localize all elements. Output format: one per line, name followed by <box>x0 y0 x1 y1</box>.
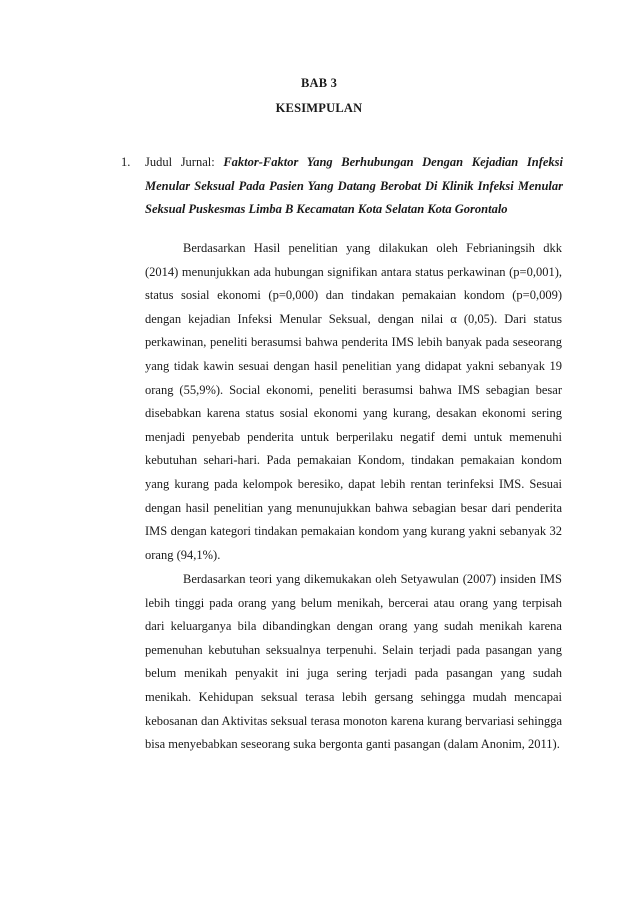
list-item-number: 1. <box>121 155 131 169</box>
paragraph-theory: Berdasarkan teori yang dikemukakan oleh Setyawulan (2007) insiden IMS lebih tinggi pada orang yang belum menikah, bercerai atau orang yang terpisah dari keluarganya bila dibandingkan dengan orang yang sudah menikah karena pemenuhan kebutuhan seksualnya terpenuhi. Selain terjadi pada pasangan yang belum menikah penyakit ini juga sering terjadi pada pasangan yang sudah menikah. Kehidupan seksual terasa lebih gersang sehingga mudah mencapai kebosanan dan Aktivitas seksual terasa monoton karena kurang bervariasi sehingga bisa menyebabkan seseorang suka bergonta ganti pasangan (dalam Anonim, 2011). <box>145 572 562 752</box>
page-title: KESIMPULAN <box>275 101 363 115</box>
journal-title-line <box>145 151 563 222</box>
list-item <box>123 151 563 222</box>
paragraph-results: Berdasarkan Hasil penelitian yang dilakukan oleh Febrianingsih dkk (2014) menunjukkan ada hubungan signifikan antara status perkawinan (p=0,001), status sosial ekonomi (p=0,000) dan tindakan pemakaian kondom (p=0,009) dengan kejadian Infeksi Menular Seksual, dengan nilai α (0,05). Dari status perkawinan, peneliti berasumsi bahwa penderita IMS lebih banyak pada seseorang yang tidak kawin sesuai dengan hasil penelitian yang didapat yakni sebanyak 19 orang (55,9%). Social ekonomi, peneliti berasumsi bahwa IMS sebagian besar disebabkan karena status sosial ekonomi yang kurang, desakan ekonomi sering menjadi penyebab penderita untuk berperilaku negatif demi untuk memenuhi kebutuhan sehari-hari. Pada pemakaian Kondom, tindakan pemakaian kondom yang kurang pada kelompok beresiko, dapat lebih rentan terinfeksi IMS. Sesuai dengan hasil penelitian yang menunujukkan bahwa sebagian besar dari penderita IMS dengan kategori tindakan pemakaian kondom yang kurang yakni sebanyak 32 orang (94,1%). <box>145 241 562 562</box>
journal-title: Faktor-Faktor Yang Berhubungan Dengan Kejadian Infeksi Menular Seksual Pada Pasien Yang Datang Berobat Di Klinik Infeksi Menular Seksual Puskesmas Limba B Kecamatan Kota Selatan Kota Gorontalo <box>145 155 563 217</box>
journal-label: Judul Jurnal: <box>145 155 224 169</box>
chapter-heading: BAB 3 <box>300 76 338 90</box>
